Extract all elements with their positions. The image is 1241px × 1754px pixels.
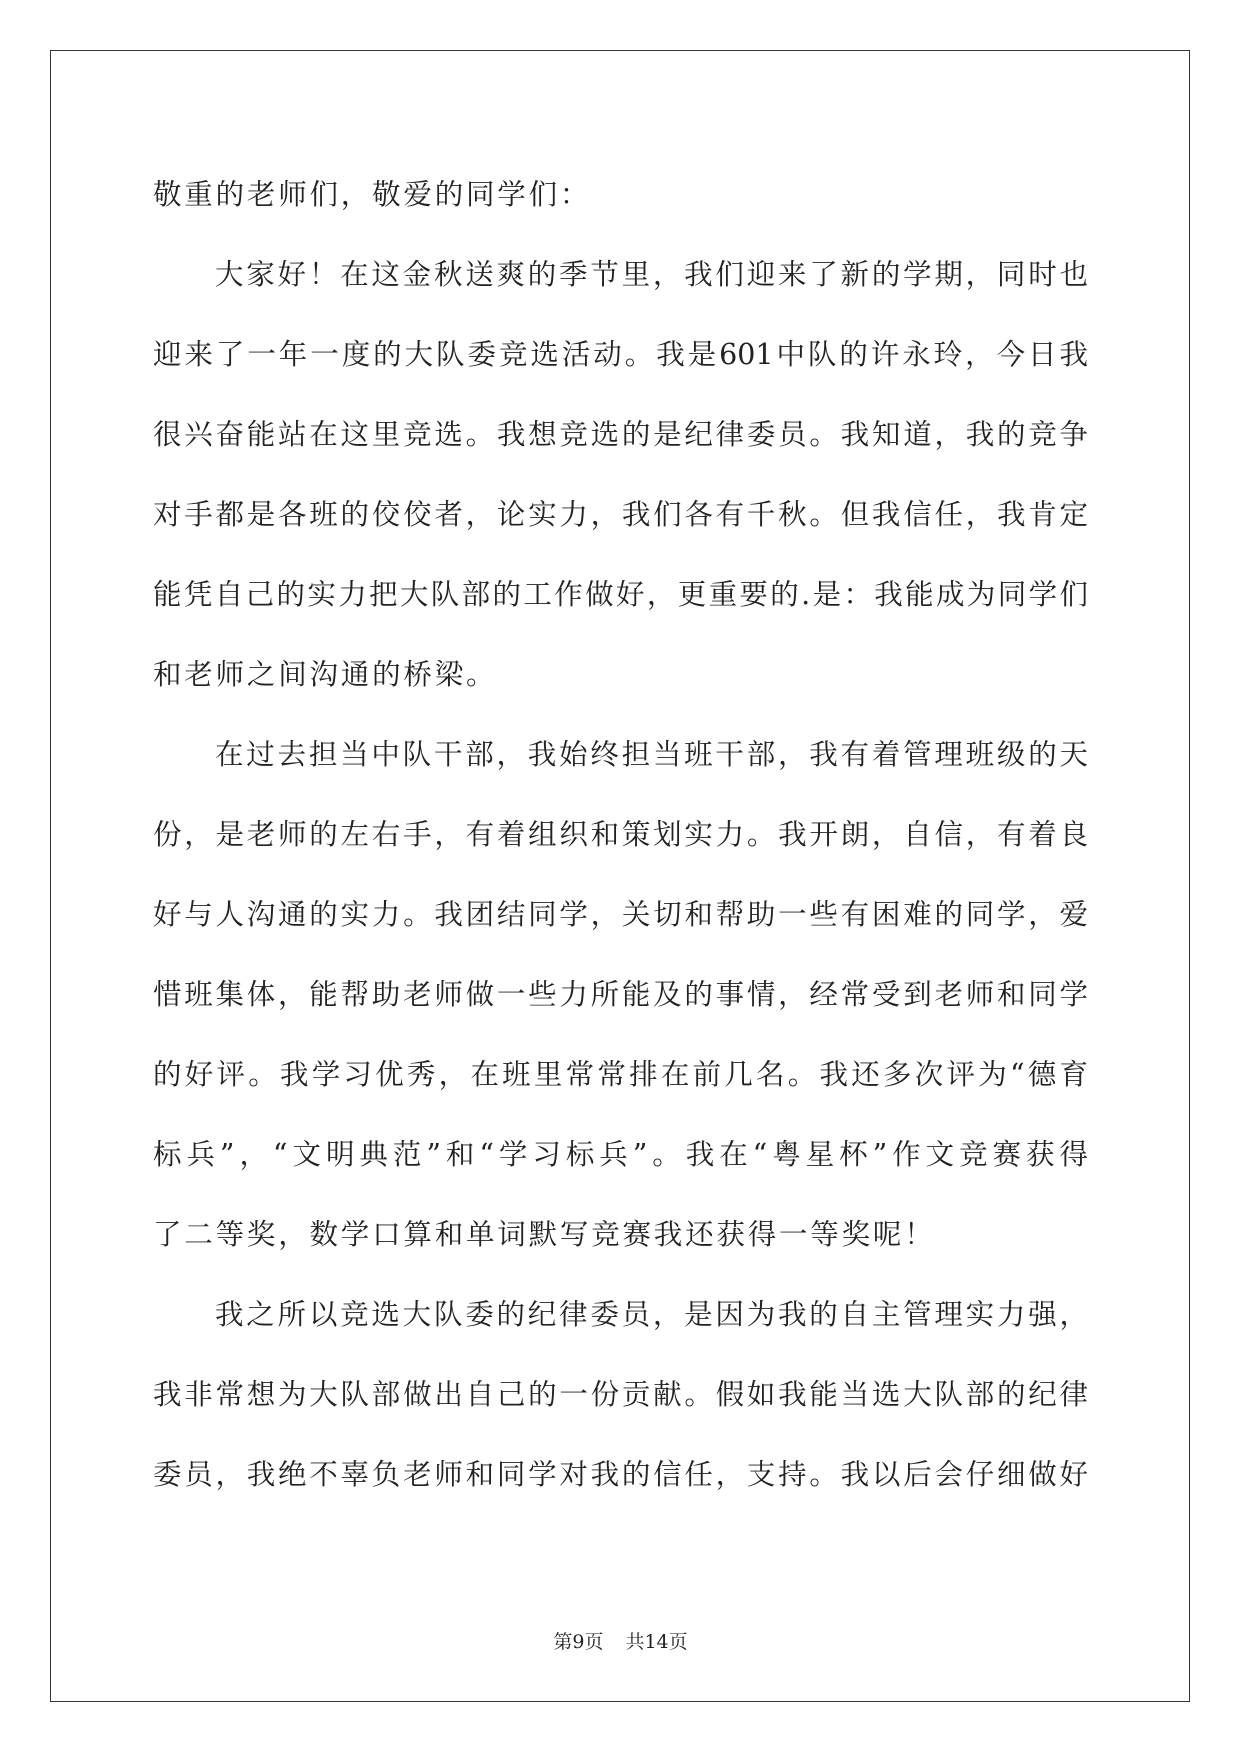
text-line: 很兴奋能站在这里竞选。我想竞选的是纪律委员。我知道，我的竞争 [153, 418, 1088, 451]
text-line: 委员，我绝不辜负老师和同学对我的信任，支持。我以后会仔细做好 [153, 1458, 1088, 1491]
text-line: 份，是老师的左右手，有着组织和策划实力。我开朗，自信，有着良 [153, 818, 1088, 851]
text-line: 我非常想为大队部做出自己的一份贡献。假如我能当选大队部的纪律 [153, 1378, 1088, 1411]
page-footer [0, 1627, 1241, 1654]
page-number: 第9页 [553, 1631, 604, 1653]
text-line: 我之所以竞选大队委的纪律委员，是因为我的自主管理实力强， [215, 1298, 1088, 1331]
text-line: 了二等奖，数学口算和单词默写竞赛我还获得一等奖呢！ [153, 1218, 936, 1251]
text-line: 标兵”，“文明典范”和“学习标兵”。我在“粤星杯”作文竞赛获得 [153, 1138, 1088, 1171]
text-line: 在过去担当中队干部，我始终担当班干部，我有着管理班级的天 [215, 738, 1088, 771]
text-line: 对手都是各班的佼佼者，论实力，我们各有千秋。但我信任，我肯定 [153, 498, 1088, 531]
text-line: 惜班集体，能帮助老师做一些力所能及的事情，经常受到老师和同学 [153, 978, 1088, 1011]
page-total: 共14页 [625, 1631, 688, 1653]
text-line: 和老师之间沟通的桥梁。 [153, 658, 498, 691]
text-line: 好与人沟通的实力。我团结同学，关切和帮助一些有困难的同学，爱 [153, 898, 1088, 931]
text-line: 的好评。我学习优秀，在班里常常排在前几名。我还多次评为“德育 [153, 1058, 1088, 1091]
text-line: 迎来了一年一度的大队委竞选活动。我是601中队的许永玲，今日我 [153, 338, 1088, 371]
text-line: 能凭自己的实力把大队部的工作做好，更重要的.是：我能成为同学们 [153, 578, 1088, 611]
salutation-line: 敬重的老师们，敬爱的同学们： [153, 178, 592, 211]
text-line: 大家好！在这金秋送爽的季节里，我们迎来了新的学期，同时也 [215, 258, 1088, 291]
document-body [153, 155, 1088, 1515]
